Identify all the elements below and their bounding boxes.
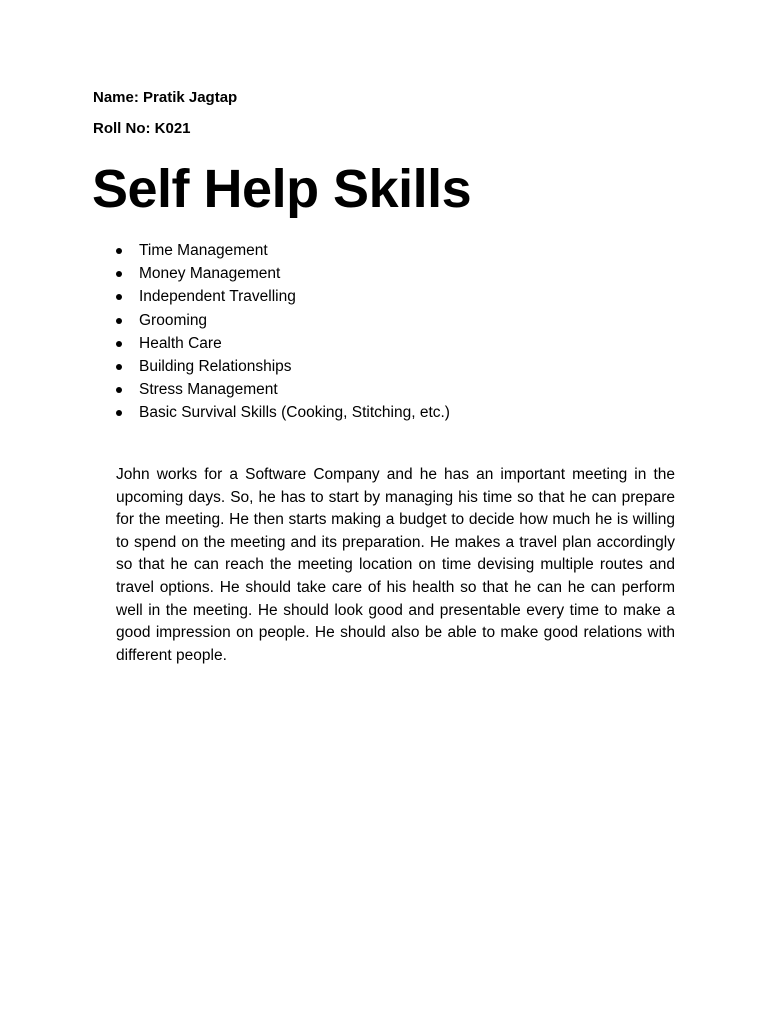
example-paragraph: John works for a Software Company and he has an important meeting in the upcoming days. So, he has to start by managing his time so that he can prepare for the meeting. He then starts making a budget to decide how much he is willing to spend on the meeting and its preparation. He makes a travel plan accordingly so that he can reach the meeting location on time devising multiple routes and travel options. He should take care of his health so that he can he can perform well in the meeting. He should look good and presentable every time to make a good impression on people. He should also be able to make good relations with different people. xyxy=(116,466,675,664)
list-item xyxy=(116,262,450,285)
list-item xyxy=(116,309,450,332)
bullet-icon xyxy=(116,318,122,324)
list-item xyxy=(116,332,450,355)
page-title: Self Help Skills xyxy=(92,159,472,219)
list-item-label: Basic Survival Skills (Cooking, Stitching, etc.) xyxy=(139,404,450,422)
bullet-icon xyxy=(116,271,122,277)
list-item-label: Building Relationships xyxy=(139,358,292,376)
bullet-icon xyxy=(116,387,122,393)
list-item xyxy=(116,239,450,262)
bullet-icon xyxy=(116,294,122,300)
roll-number: Roll No: K021 xyxy=(93,120,191,137)
list-item-label: Health Care xyxy=(139,334,222,352)
list-item xyxy=(116,378,450,401)
list-item-label: Independent Travelling xyxy=(139,288,296,306)
list-item xyxy=(116,355,450,378)
student-name: Name: Pratik Jagtap xyxy=(93,89,238,106)
bullet-icon xyxy=(116,410,122,416)
list-item-label: Time Management xyxy=(139,242,268,259)
bullet-icon xyxy=(116,364,122,370)
skills-list xyxy=(116,239,450,425)
list-item-label: Stress Management xyxy=(139,381,278,399)
list-item-label: Money Management xyxy=(139,265,281,283)
list-item-label: Grooming xyxy=(139,311,208,329)
list-item xyxy=(116,285,450,308)
bullet-icon xyxy=(116,248,122,254)
bullet-icon xyxy=(116,341,122,347)
list-item xyxy=(116,401,450,424)
